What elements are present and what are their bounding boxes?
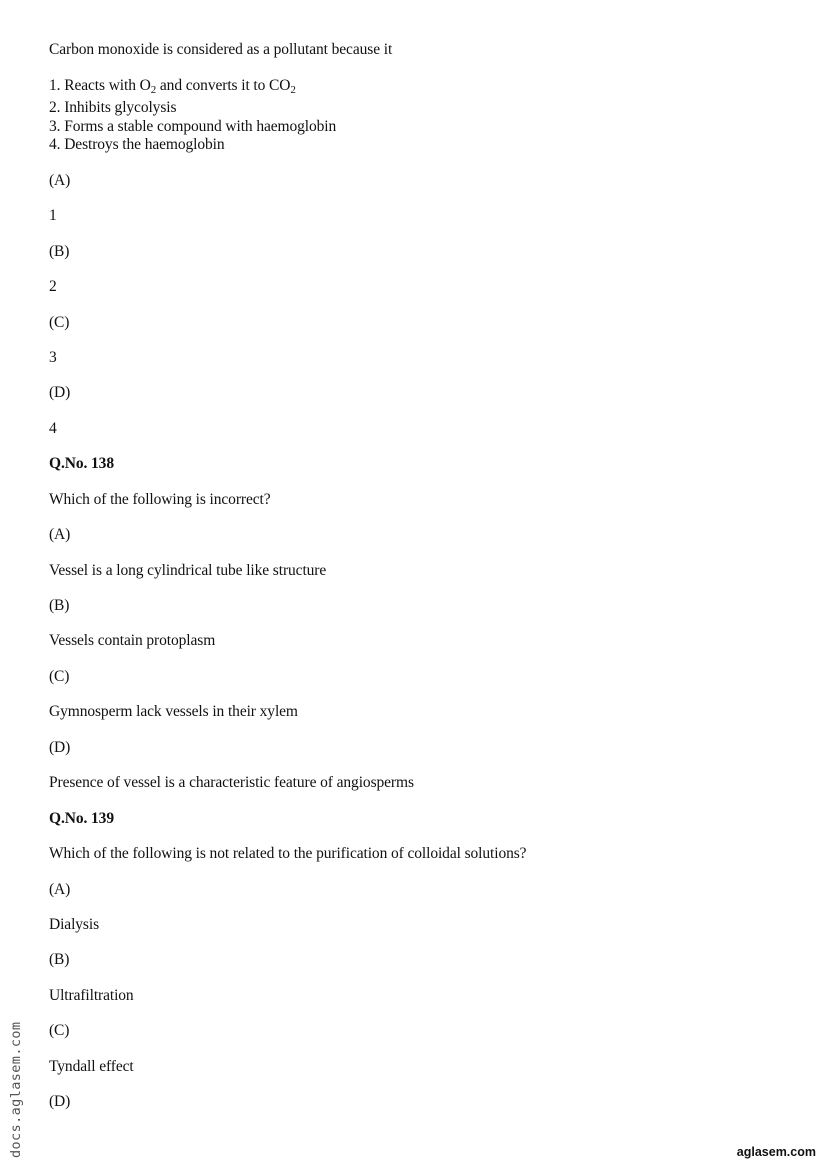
q138-option-b-text: Vessels contain protoplasm xyxy=(49,632,216,649)
q137-statement-3: 3. Forms a stable compound with haemoglobin xyxy=(49,118,337,135)
q137-option-b-label: (B) xyxy=(49,243,70,260)
q139-option-c-text: Tyndall effect xyxy=(49,1058,134,1075)
q139-option-a-label: (A) xyxy=(49,881,71,898)
q138-option-c-text: Gymnosperm lack vessels in their xylem xyxy=(49,703,298,720)
q139-option-b-label: (B) xyxy=(49,951,70,968)
q137-s1-mid: and converts it to CO xyxy=(156,77,291,94)
q137-statement-2: 2. Inhibits glycolysis xyxy=(49,99,177,116)
q139-option-a-text: Dialysis xyxy=(49,916,100,933)
q137-s1-subscript-o2: 2 xyxy=(150,84,157,96)
q137-option-d-label: (D) xyxy=(49,384,71,401)
q138-number: Q.No. 138 xyxy=(49,455,114,472)
q139-number: Q.No. 139 xyxy=(49,810,114,827)
q137-option-c-label: (C) xyxy=(49,314,70,331)
q137-option-c-text: 3 xyxy=(49,349,57,366)
q139-option-b-text: Ultrafiltration xyxy=(49,987,134,1004)
q137-s1-text: 1. Reacts with O xyxy=(49,77,151,94)
brand-watermark: aglasem.com xyxy=(736,1145,816,1159)
q137-option-a-text: 1 xyxy=(49,207,57,224)
q138-option-d-label: (D) xyxy=(49,739,71,756)
q137-option-a-label: (A) xyxy=(49,172,71,189)
q139-stem: Which of the following is not related to the purification of colloidal solutions? xyxy=(49,845,527,862)
q137-statement-1 xyxy=(49,77,296,95)
q139-option-c-label: (C) xyxy=(49,1022,70,1039)
q137-s1-subscript-co2: 2 xyxy=(290,84,296,96)
q138-option-c-label: (C) xyxy=(49,668,70,685)
q137-option-d-text: 4 xyxy=(49,420,57,437)
q138-option-a-label: (A) xyxy=(49,526,71,543)
q137-stem: Carbon monoxide is considered as a pollutant because it xyxy=(49,41,393,58)
side-watermark: docs.aglasem.com xyxy=(8,1021,24,1158)
q137-option-b-text: 2 xyxy=(49,278,57,295)
q137-statement-4: 4. Destroys the haemoglobin xyxy=(49,136,225,153)
q138-option-b-label: (B) xyxy=(49,597,70,614)
q138-option-a-text: Vessel is a long cylindrical tube like structure xyxy=(49,562,327,579)
q138-stem: Which of the following is incorrect? xyxy=(49,491,271,508)
q138-option-d-text: Presence of vessel is a characteristic feature of angiosperms xyxy=(49,774,414,791)
q139-option-d-label: (D) xyxy=(49,1093,71,1110)
